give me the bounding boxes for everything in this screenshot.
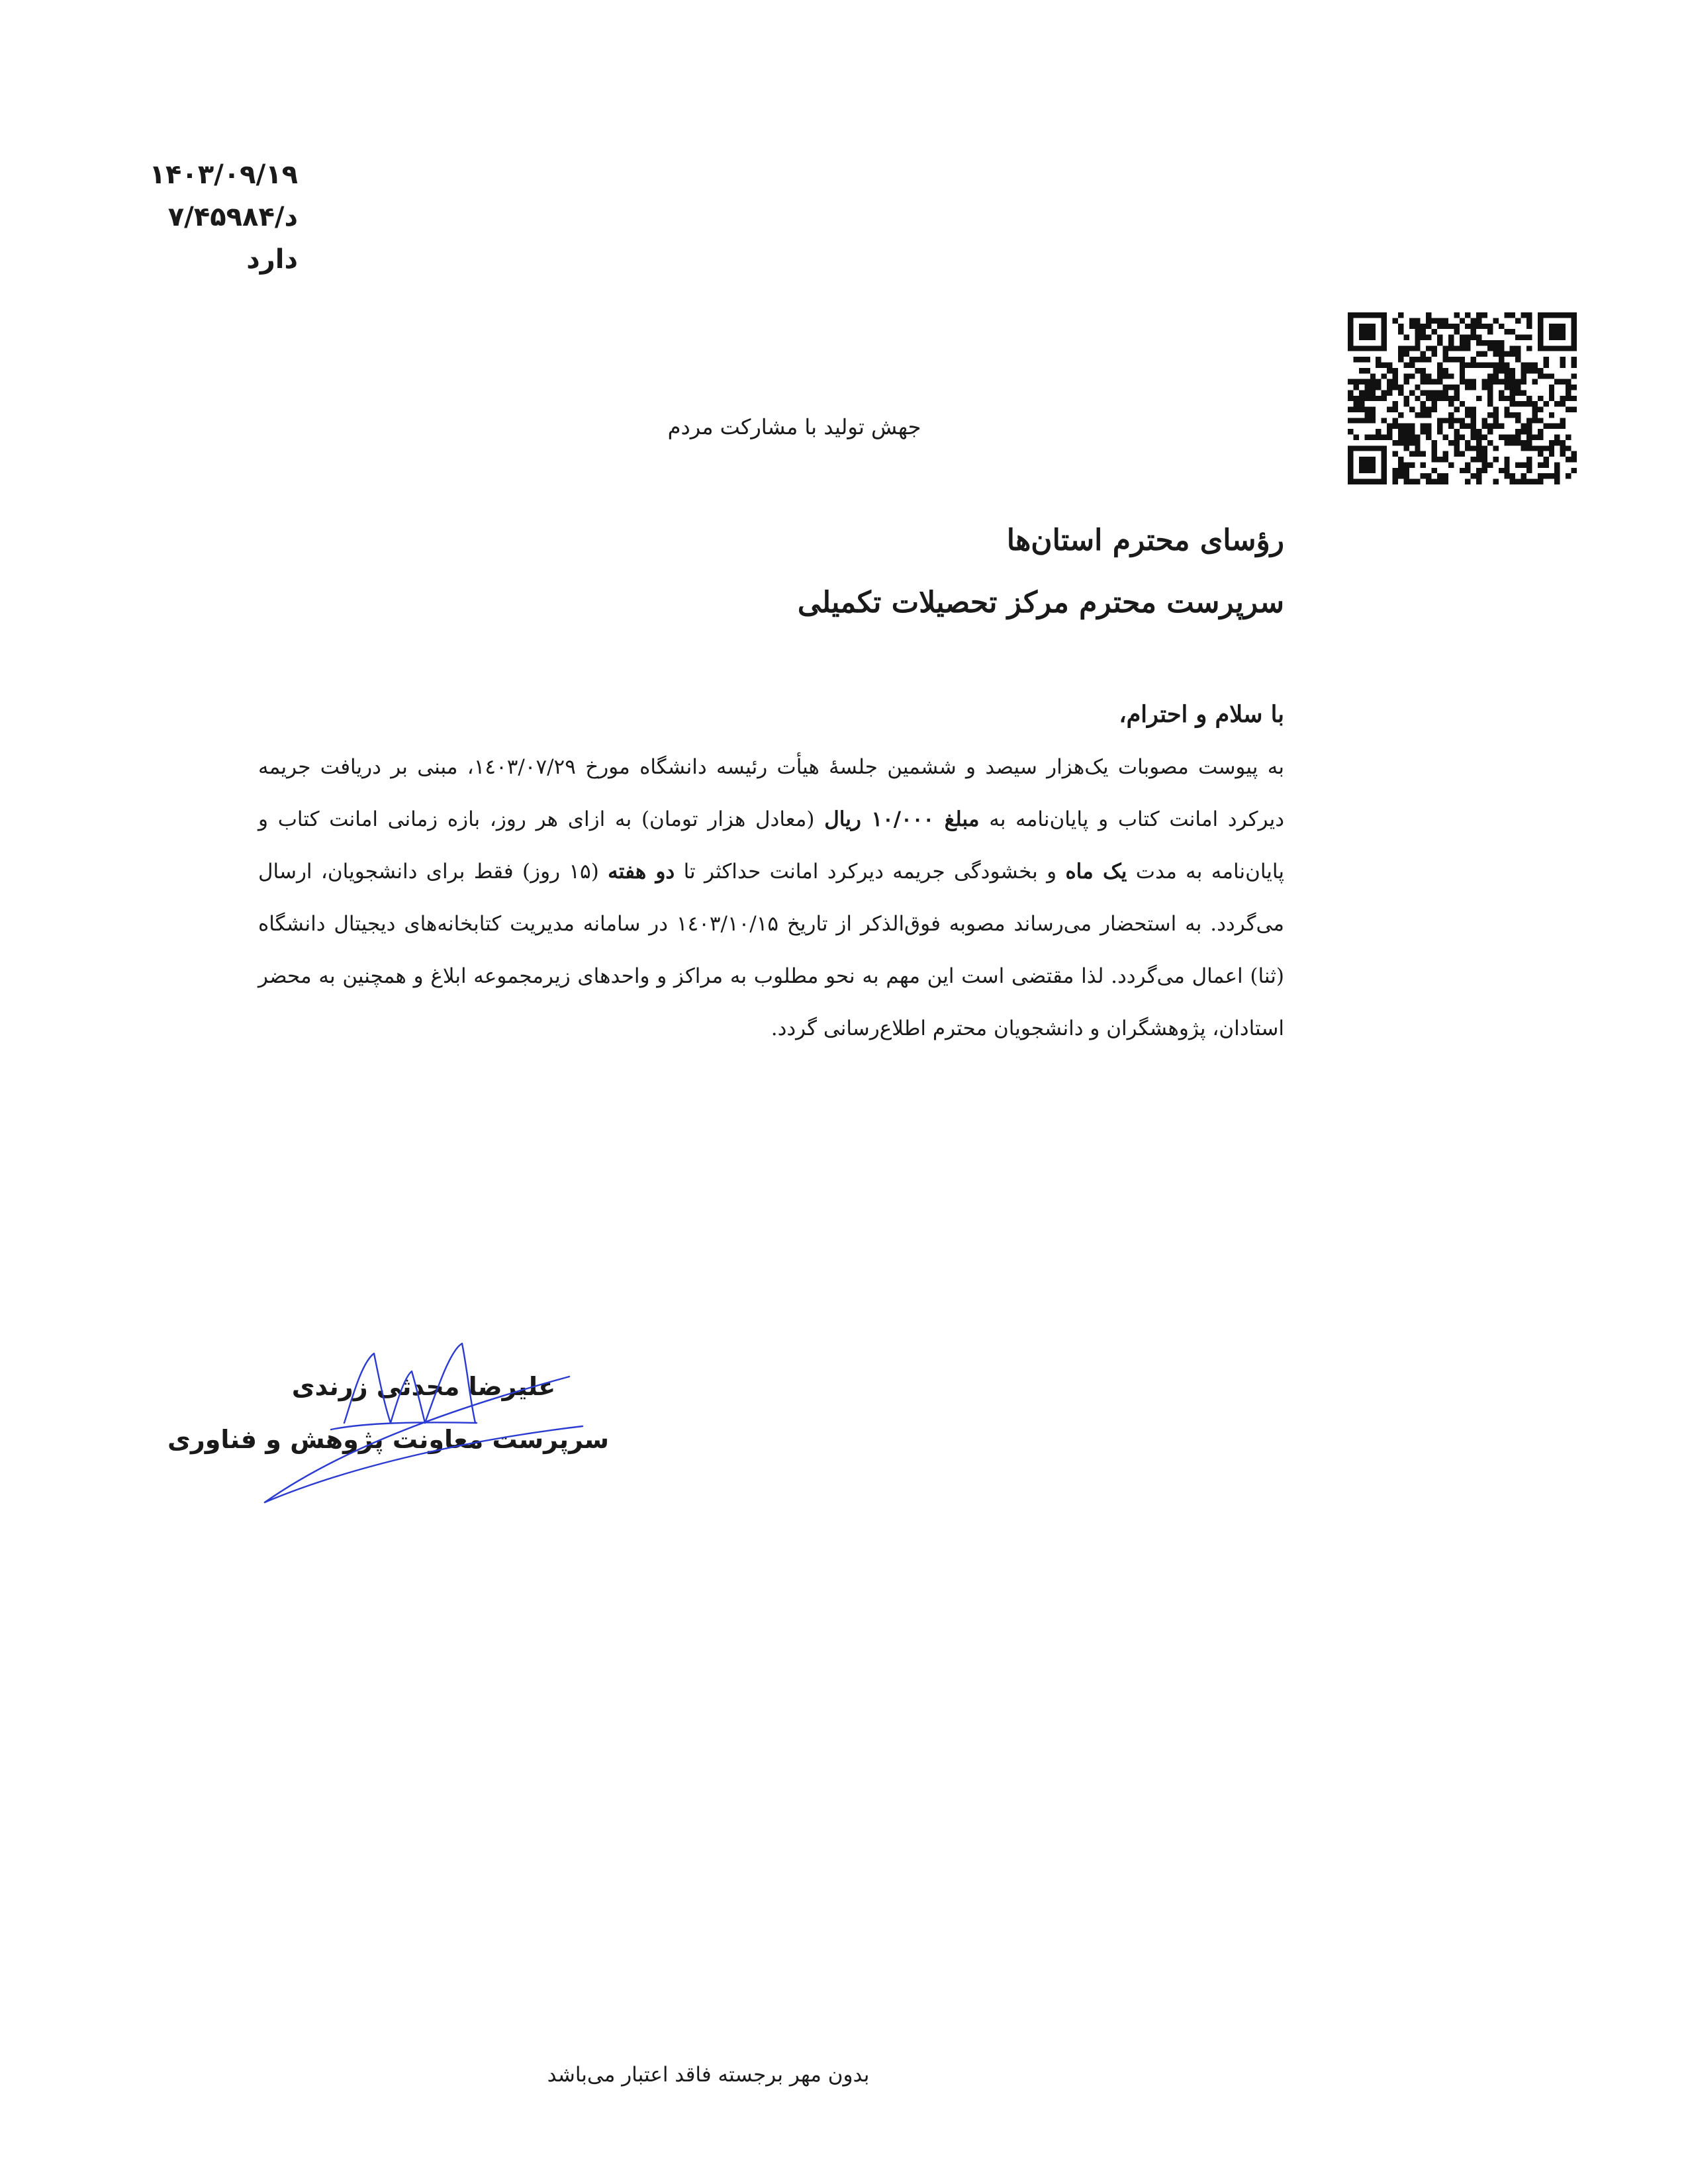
greeting: با سلام و احترام، [1119,701,1284,728]
addressees [662,510,1284,634]
signatory-name: علیرضا محدثی زرندی [291,1372,556,1401]
body-bold-duration: یک ماه [1065,860,1127,884]
body-text-1: به پیوست مصوبات یک‌هزار سیصد و ششمین جلسهٔ هیأت رئیسه دانشگاه مورخ ۱٤۰۳/۰۷/۲۹، مبنی بر دریافت جریمه دیرکرد امانت کتاب و پایان‌نامه به [258,755,1285,831]
body-text-2: (معادل هزار تومان) به ازای هر روز، بازه زمانی امانت کتاب و پایان‌نامه به مدت [258,807,1284,884]
letter-attachment: دارد [246,244,298,275]
letter-date: ۱۴۰۳/۰۹/۱۹ [149,159,298,190]
body-bold-amount: مبلغ ۱۰/۰۰۰ ریال [824,807,980,831]
letter-number: د/۷/۴۵۹۸۴ [167,202,298,232]
body-text-4: (۱۵ روز) فقط برای دانشجویان، ارسال می‌گردد. به استحضار می‌رساند مصوبه فوق‌الذکر از تاریخ ۱٤۰۳/۱۰/۱۵ در سامانه مدیریت کتابخانه‌های دیجیتال دانشگاه (ثنا) اعمال می‌گردد. لذا مقتضی است این مهم به نحو مطلوب به مراکز و واحدهای زیرمجموعه ابلاغ و همچنین به محضر استادان، پژوهشگران و دانشجویان محترم اطلاع‌رسانی گردد. [258,860,1284,1040]
qr-code [1348,312,1577,484]
signature-block [167,1360,609,1466]
footer-note: بدون مهر برجسته فاقد اعتبار می‌باشد [547,2063,870,2087]
body-bold-forgiveness: دو هفته [608,860,675,884]
body-text-3: و بخشودگی جریمه دیرکرد امانت حداکثر تا [675,860,1066,884]
addressee-1: رؤسای محترم استان‌ها [1006,523,1284,557]
motto: جهش تولید با مشارکت مردم [667,414,921,439]
letter-body [258,741,1284,1055]
signatory-title: سرپرست معاونت پژوهش و فناوری [167,1425,609,1454]
addressee-2: سرپرست محترم مرکز تحصیلات تکمیلی [797,586,1284,619]
letter-meta [106,154,298,281]
